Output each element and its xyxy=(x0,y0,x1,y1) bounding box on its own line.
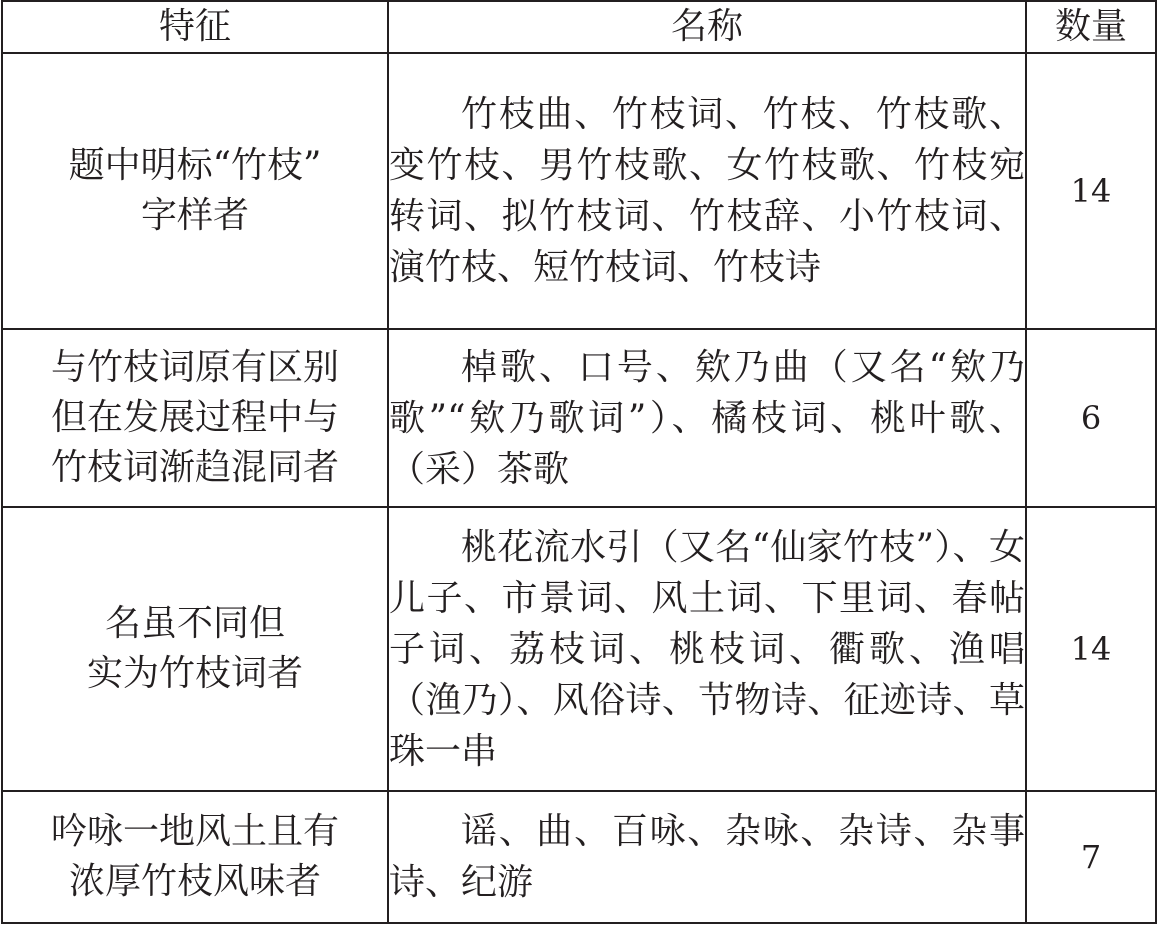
table-row xyxy=(2,53,1156,329)
feature-cell xyxy=(2,329,388,507)
table-row xyxy=(2,329,1156,507)
names-cell xyxy=(388,507,1026,791)
table-row xyxy=(2,507,1156,791)
names-text: 棹歌、口号、欸乃曲（又名“欸乃歌”“欸乃歌词”）、橘枝词、桃叶歌、（采）茶歌 xyxy=(389,346,1025,490)
names-text: 桃花流水引（又名“仙家竹枝”）、女儿子、市景词、风土词、下里词、春帖子词、荔枝词、桃枝词、衢歌、渔唱（渔乃）、风俗诗、节物诗、征迹诗、草珠一串 xyxy=(389,526,1025,772)
names-cell xyxy=(388,329,1026,507)
header-count: 数量 xyxy=(1026,1,1156,53)
table-row xyxy=(2,791,1156,923)
feature-line: 与竹枝词原有区别 xyxy=(50,347,339,388)
feature-line: 名虽不同但 xyxy=(104,603,285,644)
names-text: 谣、曲、百咏、杂咏、杂诗、杂事诗、纪游 xyxy=(389,811,1025,903)
count-cell: 6 xyxy=(1026,329,1156,507)
count-cell: 14 xyxy=(1026,507,1156,791)
feature-line: 但在发展过程中与 xyxy=(50,397,339,438)
names-text: 竹枝曲、竹枝词、竹枝、竹枝歌、变竹枝、男竹枝歌、女竹枝歌、竹枝宛转词、拟竹枝词、竹枝辞、小竹枝词、演竹枝、短竹枝词、竹枝诗 xyxy=(389,94,1025,288)
header-names: 名称 xyxy=(388,1,1026,53)
classification-table xyxy=(1,0,1157,924)
header-feature: 特征 xyxy=(2,1,388,53)
feature-line: 浓厚竹枝风味者 xyxy=(68,861,321,902)
feature-line: 字样者 xyxy=(140,195,249,236)
names-cell xyxy=(388,53,1026,329)
count-cell: 7 xyxy=(1026,791,1156,923)
feature-cell xyxy=(2,507,388,791)
feature-line: 竹枝词渐趋混同者 xyxy=(50,447,339,488)
feature-line: 题中明标“竹枝” xyxy=(68,145,322,186)
feature-cell xyxy=(2,791,388,923)
count-cell: 14 xyxy=(1026,53,1156,329)
header-row xyxy=(2,1,1156,53)
feature-cell xyxy=(2,53,388,329)
feature-line: 吟咏一地风土且有 xyxy=(50,811,339,852)
feature-line: 实为竹枝词者 xyxy=(86,653,303,694)
names-cell xyxy=(388,791,1026,923)
